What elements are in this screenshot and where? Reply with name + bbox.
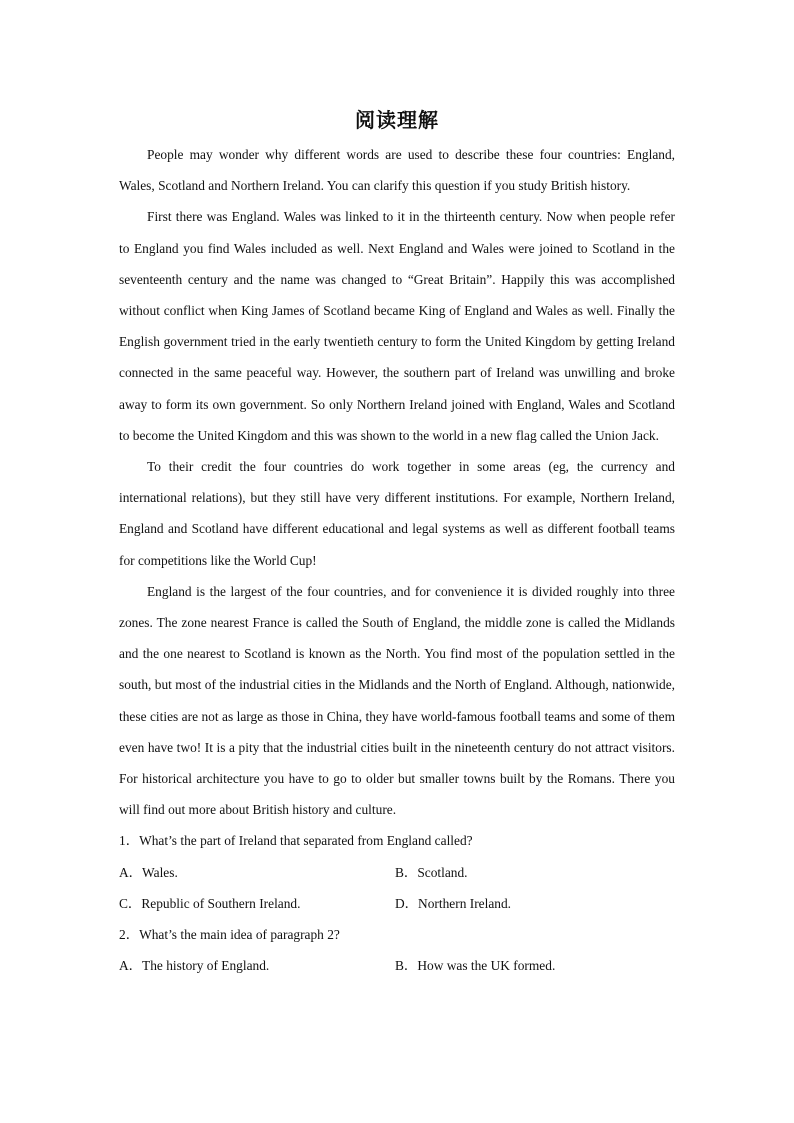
paragraph-4: England is the largest of the four countries, and for convenience it is divided roughly into three zones. The zone nearest France is called the South of England, the middle zone is called the Midlands and the one nearest to Scotland is known as the North. You find most of the population settled in the south, but most of the industrial cities in the Midlands and the North of England. Although, nationwide, these cities are not as large as those in China, they have world-famous football teams and some of them even have two! It is a pity that the industrial cities built in the nineteenth century do not attract visitors. For historical architecture you have to go to older but smaller towns built by the Romans. There you will find out more about British history and culture. xyxy=(119,583,675,818)
question-2-option-b: B．How was the UK formed. xyxy=(395,958,556,974)
paragraph-3: To their credit the four countries do work together in some areas (eg, the currency and international relations), but they still have very different institutions. For example, Northern Ireland, England and Scotland have different educational and legal systems as well as different football teams for competitions like the World Cup! xyxy=(119,459,675,568)
question-2-options-row-1 xyxy=(119,950,675,981)
paragraph-2: First there was England. Wales was linked to it in the thirteenth century. Now when people refer to England you find Wales included as well. Next England and Wales were joined to Scotland in the seventeenth century and the name was changed to “Great Britain”. Happily this was accomplished without conflict when King James of Scotland became King of England and Wales as well. Finally the English government tried in the early twentieth century to form the United Kingdom by getting Ireland connected in the same peaceful way. However, the southern part of Ireland was unwilling and broke away to form its own government. So only Northern Ireland joined with England, Wales and Scotland to become the United Kingdom and this was shown to the world in a new flag called the Union Jack. xyxy=(119,209,675,443)
question-2-stem: 2．What’s the main idea of paragraph 2? xyxy=(119,927,340,943)
question-1-options-row-1 xyxy=(119,857,675,888)
question-1-option-a: A．Wales. xyxy=(119,864,178,880)
question-1-stem: 1．What’s the part of Ireland that separated from England called? xyxy=(119,833,473,849)
question-2-option-a: A．The history of England. xyxy=(119,958,270,974)
question-1-options-row-2 xyxy=(119,888,675,919)
question-1-option-b: B．Scotland. xyxy=(395,864,468,880)
page-title: 阅读理解 xyxy=(355,108,439,132)
paragraph-1: People may wonder why different words are used to describe these four countries: England, Wales, Scotland and Northern Ireland. You can clarify this question if you study British history. xyxy=(119,147,675,194)
question-1-option-d: D．Northern Ireland. xyxy=(395,895,512,911)
question-1-option-c: C．Republic of Southern Ireland. xyxy=(119,895,301,911)
passage-body xyxy=(119,139,675,981)
